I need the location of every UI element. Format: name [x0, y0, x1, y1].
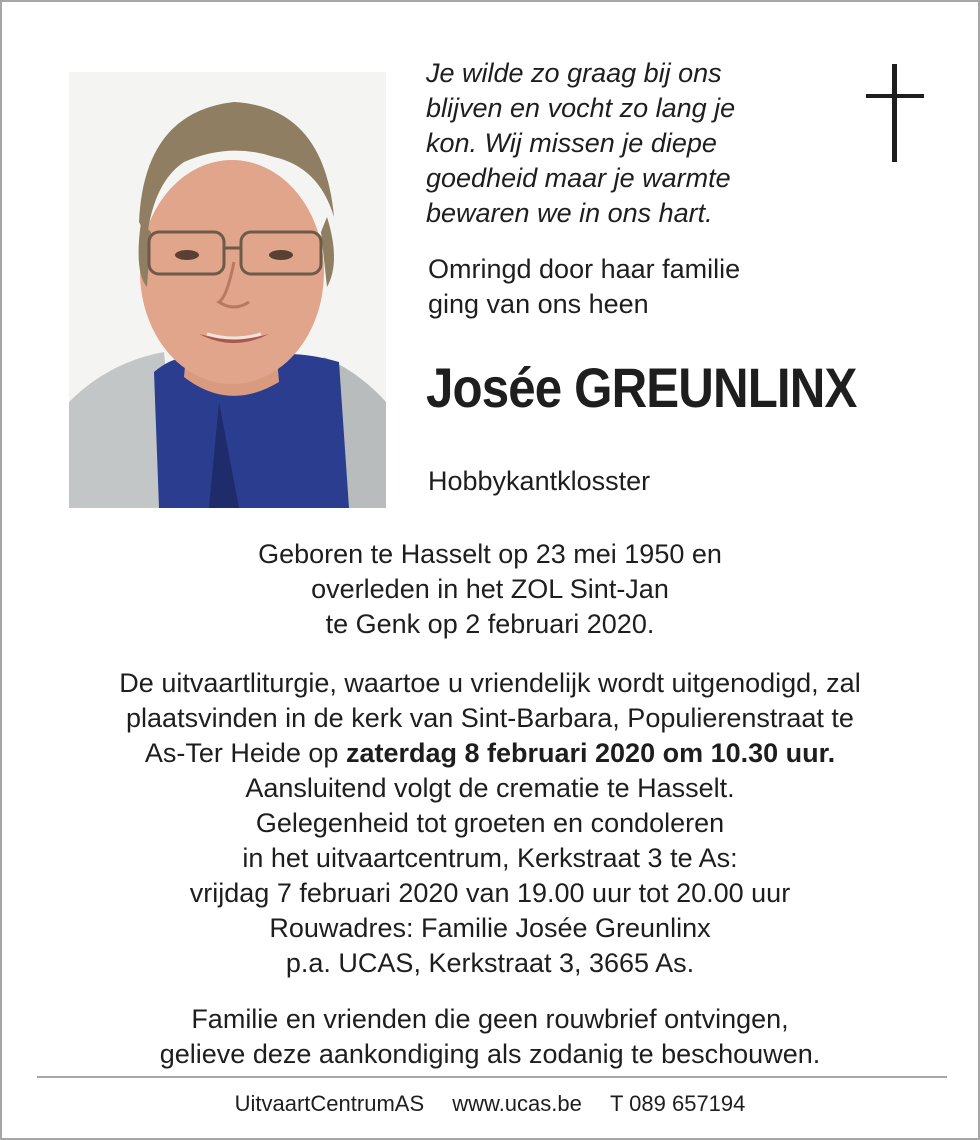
service-line-datetime — [22, 736, 958, 771]
birth-death-line: te Genk op 2 februari 2020. — [325, 609, 655, 639]
birth-death-line: Geboren te Hasselt op 23 mei 1950 en — [258, 539, 722, 569]
poem-line: bewaren we in ons hart. — [426, 198, 713, 228]
deceased-hobby: Hobbykantklosster — [428, 466, 651, 496]
service-line: vrijdag 7 februari 2020 van 19.00 uur tot 20.00 uur — [189, 878, 791, 908]
service-line: Aansluitend volgt de crematie te Hasselt. — [245, 773, 735, 803]
intro-line: Omringd door haar familie — [428, 254, 741, 284]
footer — [2, 1090, 978, 1118]
intro-text — [428, 252, 740, 322]
portrait-photo — [69, 72, 386, 508]
closing-line: gelieve deze aankondiging als zodanig te beschouwen. — [159, 1039, 821, 1069]
deceased-name: Josée GREUNLINX — [426, 356, 857, 419]
poem — [426, 56, 846, 231]
birth-death-info — [22, 537, 958, 642]
poem-line: Je wilde zo graag bij ons — [426, 58, 722, 88]
poem-line: goedheid maar je warmte — [426, 163, 731, 193]
birth-death-line: overleden in het ZOL Sint-Jan — [311, 574, 669, 604]
portrait-illustration — [69, 72, 386, 508]
service-line: in het uitvaartcentrum, Kerkstraat 3 te As: — [242, 843, 738, 873]
service-datetime: zaterdag 8 februari 2020 om 10.30 uur. — [345, 738, 836, 768]
service-line: plaatsvinden in de kerk van Sint-Barbara, Populierenstraat te — [126, 703, 854, 733]
service-line: Gelegenheid tot groeten en condoleren — [255, 808, 725, 838]
closing-line: Familie en vrienden die geen rouwbrief ontvingen, — [191, 1004, 789, 1034]
closing-note — [22, 1002, 958, 1072]
footer-phone: T 089 657194 — [610, 1091, 746, 1116]
poem-line: blijven en vocht zo lang je — [426, 93, 736, 123]
cross-icon — [866, 64, 924, 162]
service-info — [22, 666, 958, 981]
mourning-address-line: p.a. UCAS, Kerkstraat 3, 3665 As. — [285, 948, 695, 978]
poem-line: kon. Wij missen je diepe — [426, 128, 717, 158]
service-place: As-Ter Heide op — [144, 738, 346, 768]
mourning-address: Rouwadres: Familie Josée Greunlinx — [269, 913, 711, 943]
footer-website-link[interactable]: www.ucas.be — [452, 1091, 582, 1116]
footer-divider — [37, 1076, 947, 1078]
footer-company: UitvaartCentrumAS — [234, 1091, 425, 1116]
service-line: De uitvaartliturgie, waartoe u vriendelijk wordt uitgenodigd, zal — [119, 668, 861, 698]
intro-line: ging van ons heen — [428, 289, 649, 319]
